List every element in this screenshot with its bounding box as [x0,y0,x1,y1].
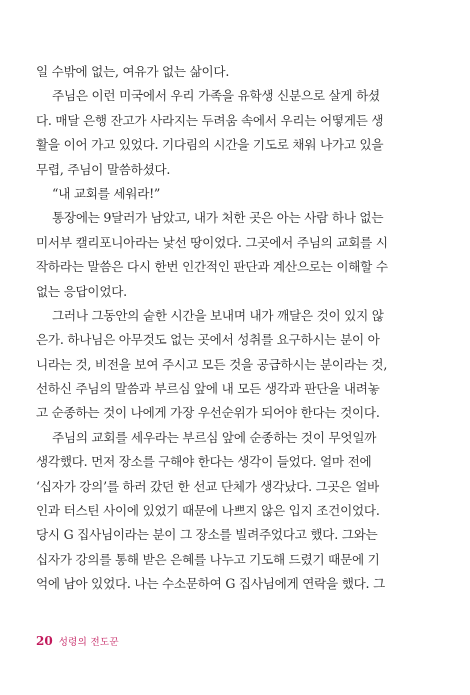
text-line: 주님의 교회를 세우라는 부르심 앞에 순종하는 것이 무엇일까 [52,429,377,445]
page-number: 20 [36,634,53,648]
text-line: 십자가 강의를 통해 받은 은혜를 나누고 기도해 드렸기 때문에 기 [36,551,380,567]
text-line: ‘십자가 강의’를 하러 갔던 한 선교 단체가 생각났다. 그곳은 얼바 [36,478,379,494]
paragraph [36,182,436,206]
text-line: 고 순종하는 것이 나에게 가장 우선순위가 되어야 한다는 것이다. [36,405,380,421]
paragraph [36,206,436,304]
running-title: 성령의 전도꾼 [58,637,119,648]
text-line: 주님은 이런 미국에서 우리 가족을 유학생 신분으로 살게 하셨 [52,88,380,104]
text-line: 그러나 그동안의 숱한 시간을 보내며 내가 깨달은 것이 있지 않 [52,307,384,323]
text-line: “내 교회를 세워라!” [52,185,161,201]
text-line: 무렵, 주님이 말씀하셨다. [36,161,171,177]
text-line: 활을 이어 가고 있었다. 기다림의 시간을 기도로 채워 나가고 있을 [36,137,384,153]
text-line: 통장에는 9달러가 남았고, 내가 처한 곳은 아는 사람 하나 없는 [52,210,384,226]
text-line: 없는 응답이었다. [36,283,127,299]
paragraph [36,304,436,426]
paragraph [36,60,436,84]
text-line: 미서부 캘리포니아라는 낯선 땅이었다. 그곳에서 주님의 교회를 시 [36,234,388,250]
text-line: 작하라는 말씀은 다시 한번 인간적인 판단과 계산으로는 이해할 수 [36,259,388,275]
text-line: 당시 G 집사님이라는 분이 그 장소를 빌려주었다고 했다. 그와는 [36,527,378,543]
body-text [36,60,436,597]
text-line: 선하신 주님의 말씀과 부르심 앞에 내 모든 생각과 판단을 내려놓 [36,381,380,397]
text-line: 억에 남아 있었다. 나는 수소문하여 G 집사님에게 연락을 했다. 그 [36,576,385,592]
text-line: 니라는 것, 비전을 보여 주시고 모든 것을 공급하시는 분이라는 것, [36,356,388,372]
paragraph [36,84,436,182]
text-line: 인과 터스틴 사이에 있었기 때문에 나쁘지 않은 입지 조건이었다. [36,503,380,519]
text-line: 은가. 하나님은 아무것도 없는 곳에서 성취를 요구하시는 분이 아 [36,332,380,348]
text-line: 생각했다. 먼저 장소를 구해야 한다는 생각이 들었다. 얼마 전에 [36,454,372,470]
paragraph [36,426,436,597]
page-footer [36,634,119,648]
text-line: 다. 매달 은행 잔고가 사라지는 두려움 속에서 우리는 어떻게든 생 [36,112,384,128]
text-line: 일 수밖에 없는, 여유가 없는 삶이다. [36,64,230,79]
